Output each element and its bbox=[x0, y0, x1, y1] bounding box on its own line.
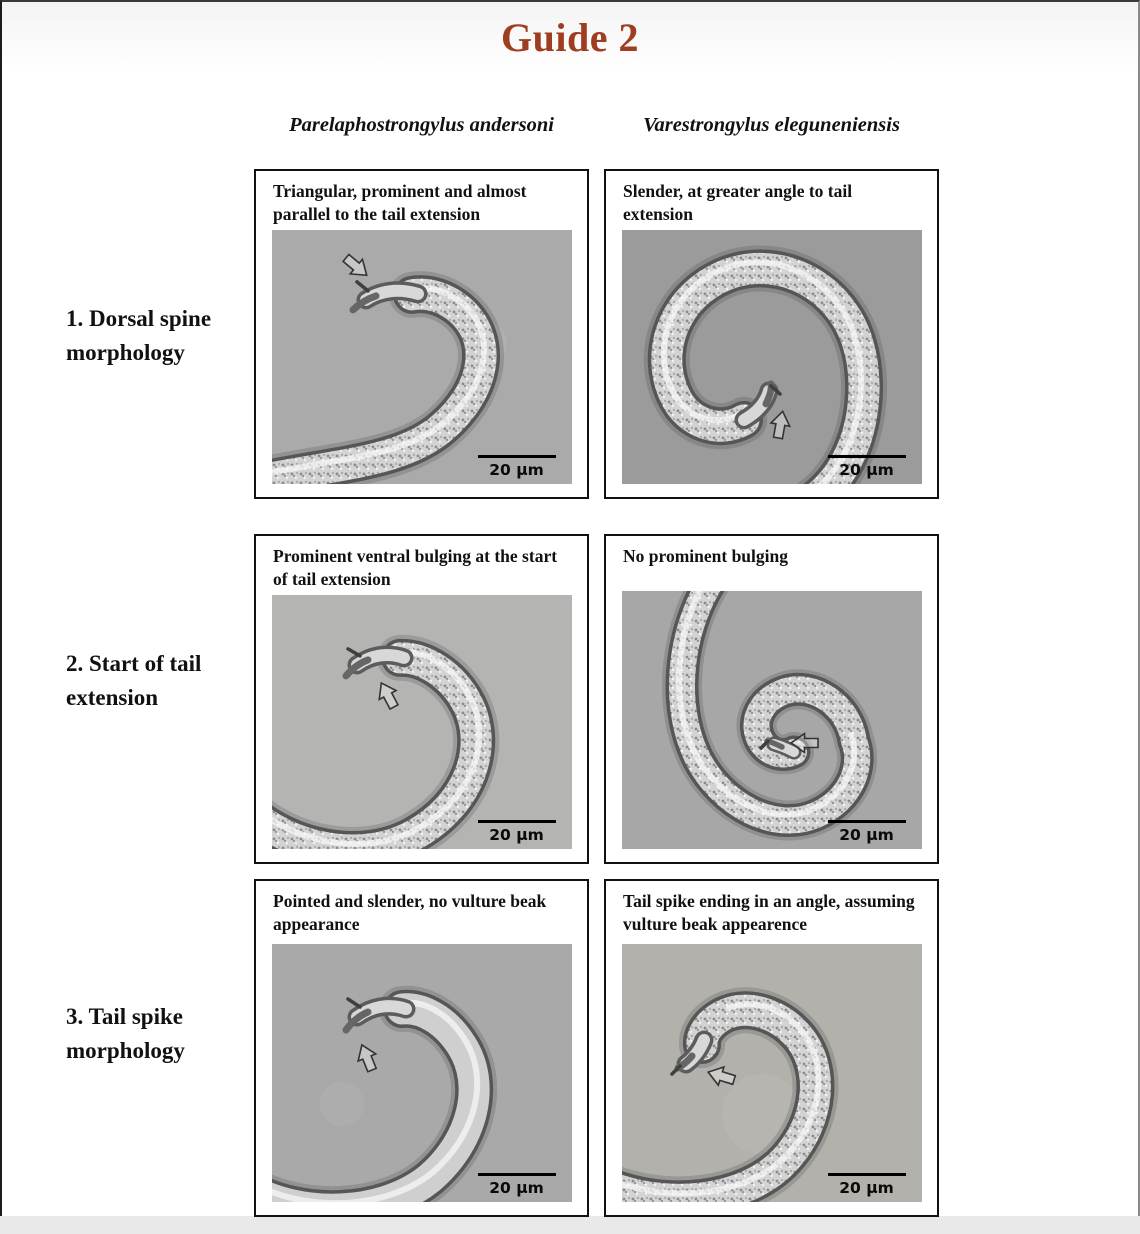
nematode-tail-illustration bbox=[622, 591, 922, 849]
cell-caption: Tail spike ending in an angle, assuming vulture beak appearence bbox=[623, 891, 915, 935]
nematode-tail-illustration bbox=[272, 595, 572, 849]
nematode-tail-illustration bbox=[272, 230, 572, 484]
scale-bar-label: 20 μm bbox=[489, 1179, 544, 1197]
nematode-tail-illustration bbox=[622, 230, 922, 484]
scale-bar-label: 20 μm bbox=[839, 826, 894, 844]
scale-bar-line bbox=[828, 455, 906, 459]
scale-bar-line bbox=[828, 820, 906, 824]
column-header-varestrongylus: Varestrongylus eleguneniensis bbox=[643, 114, 900, 136]
cell-tail-extension-ve bbox=[604, 534, 939, 864]
micrograph-dorsal-spine-ve bbox=[622, 230, 922, 484]
cell-dorsal-spine-pa bbox=[254, 169, 589, 499]
micrograph-tail-extension-ve bbox=[622, 591, 922, 849]
scale-bar-line bbox=[478, 820, 556, 824]
scale-bar-line bbox=[828, 1173, 906, 1177]
row-label-dorsal-spine: 1. Dorsal spine morphology bbox=[66, 306, 212, 365]
scale-bar bbox=[822, 455, 912, 480]
cell-tail-extension-pa bbox=[254, 534, 589, 864]
scale-bar-label: 20 μm bbox=[839, 1179, 894, 1197]
nematode-tail-illustration bbox=[622, 944, 922, 1202]
cell-tail-spike-ve bbox=[604, 879, 939, 1217]
cell-caption: No prominent bulging bbox=[623, 546, 788, 566]
scale-bar bbox=[822, 820, 912, 845]
scale-bar-label: 20 μm bbox=[839, 461, 894, 479]
scale-bar-label: 20 μm bbox=[489, 461, 544, 479]
cell-dorsal-spine-ve bbox=[604, 169, 939, 499]
scale-bar bbox=[472, 1173, 562, 1198]
micrograph-tail-extension-pa bbox=[272, 595, 572, 849]
scale-bar bbox=[472, 820, 562, 845]
scale-bar bbox=[822, 1173, 912, 1198]
cell-caption: Triangular, prominent and almost parallel to the tail extension bbox=[273, 181, 527, 225]
scale-bar bbox=[472, 455, 562, 480]
row-label-tail-spike: 3. Tail spike morphology bbox=[66, 1004, 185, 1063]
scale-bar-line bbox=[478, 1173, 556, 1177]
row-label-tail-extension: 2. Start of tail extension bbox=[66, 651, 202, 710]
column-header-parelaphostrongylus: Parelaphostrongylus andersoni bbox=[289, 114, 554, 136]
scale-bar-label: 20 μm bbox=[489, 826, 544, 844]
micrograph-tail-spike-pa bbox=[272, 944, 572, 1202]
cell-caption: Prominent ventral bulging at the start of tail extension bbox=[273, 546, 558, 590]
scale-bar-line bbox=[478, 455, 556, 459]
micrograph-dorsal-spine-pa bbox=[272, 230, 572, 484]
cell-caption: Pointed and slender, no vulture beak appearance bbox=[273, 891, 547, 935]
page-title: Guide 2 bbox=[501, 15, 639, 60]
cell-tail-spike-pa bbox=[254, 879, 589, 1217]
nematode-tail-illustration bbox=[272, 944, 572, 1202]
micrograph-tail-spike-ve bbox=[622, 944, 922, 1202]
cell-caption: Slender, at greater angle to tail extension bbox=[623, 181, 853, 225]
